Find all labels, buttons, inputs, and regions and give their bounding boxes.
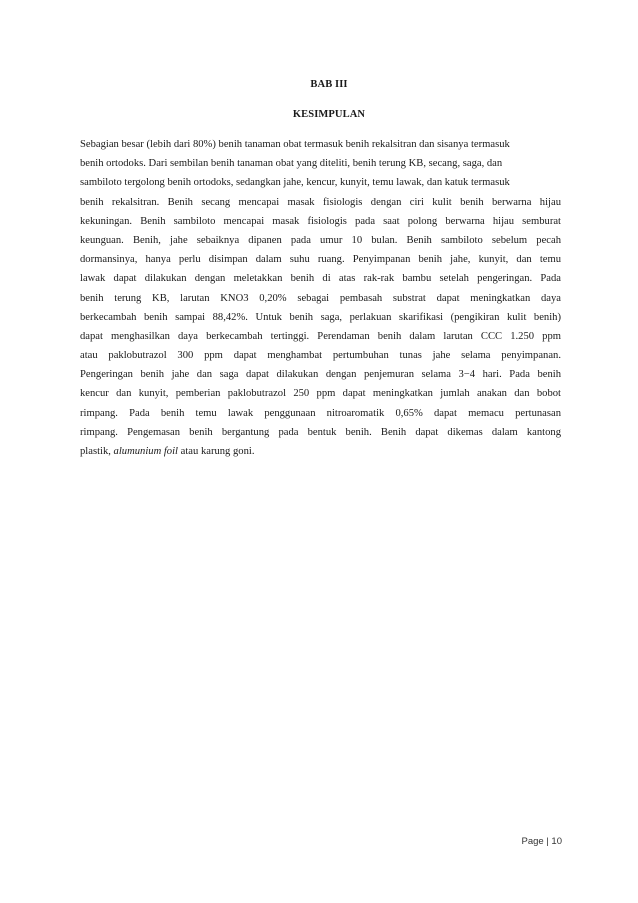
paragraph-line: rimpang. Pengemasan benih bergantung pada bentuk benih. Benih dapat dikemas dalam kantong: [80, 426, 561, 438]
paragraph-line: benih terung KB, larutan KNO3 0,20% sebagai pembasah substrat dapat meningkatkan daya: [80, 292, 561, 304]
paragraph-line: kencur dan kunyit, pemberian paklobutrazol 250 ppm dapat meningkatkan jumlah anakan dan bobot: [80, 388, 561, 400]
paragraph-line: atau paklobutrazol 300 ppm dapat menghambat pertumbuhan tunas jahe selama penyimpanan.: [80, 350, 561, 362]
page-number: Page | 10: [521, 836, 562, 847]
paragraph-line: dapat menghasilkan daya berkecambah tertinggi. Perendaman benih dalam larutan CCC 1.250 ppm: [80, 330, 561, 342]
chapter-heading: BAB III: [310, 79, 348, 90]
paragraph-line: keunguan. Benih, jahe sebaiknya dipanen pada umur 10 bulan. Benih sambiloto sebelum pecah: [80, 234, 561, 246]
paragraph-line: berkecambah benih sampai 88,42%. Untuk benih saga, perlakuan skarifikasi (pengikiran kulit benih): [80, 311, 561, 323]
paragraph-line: Sebagian besar (lebih dari 80%) benih tanaman obat termasuk benih rekalsitran dan sisanya termasuk: [80, 139, 510, 150]
paragraph-line: benih rekalsitran. Benih secang mencapai masak fisiologis dengan ciri kulit benih berwarna hijau: [80, 196, 561, 208]
paragraph-line: sambiloto tergolong benih ortodoks, sedangkan jahe, kencur, kunyit, temu lawak, dan katuk termasuk: [80, 177, 510, 189]
paragraph-line: kekuningan. Benih sambiloto mencapai masak fisiologis pada saat polong berwarna hijau semburat: [80, 215, 561, 227]
last-line-suffix: atau karung goni.: [178, 446, 255, 457]
paragraph-line: dormansinya, hanya perlu disimpan dalam suhu ruang. Penyimpanan benih jahe, kunyit, dan temu: [80, 254, 561, 266]
paragraph-line: rimpang. Pada benih temu lawak penggunaan nitroaromatik 0,65% dapat memacu pertunasan: [80, 407, 561, 419]
paragraph-line: benih ortodoks. Dari sembilan benih tanaman obat yang diteliti, benih terung KB, secang, saga, dan: [80, 158, 503, 170]
section-title: KESIMPULAN: [292, 109, 366, 120]
paragraph-line: lawak dapat dilakukan dengan meletakkan benih di atas rak-rak bambu setelah pengeringan. Pada: [80, 273, 561, 285]
last-line-prefix: plastik,: [80, 446, 114, 457]
paragraph-last-line: [80, 442, 561, 461]
italic-term: alumunium foil: [113, 446, 178, 457]
paragraph-line: Pengeringan benih jahe dan saga dapat dilakukan dengan penjemuran selama 3−4 hari. Pada benih: [80, 369, 561, 381]
body-paragraph: [80, 135, 561, 461]
